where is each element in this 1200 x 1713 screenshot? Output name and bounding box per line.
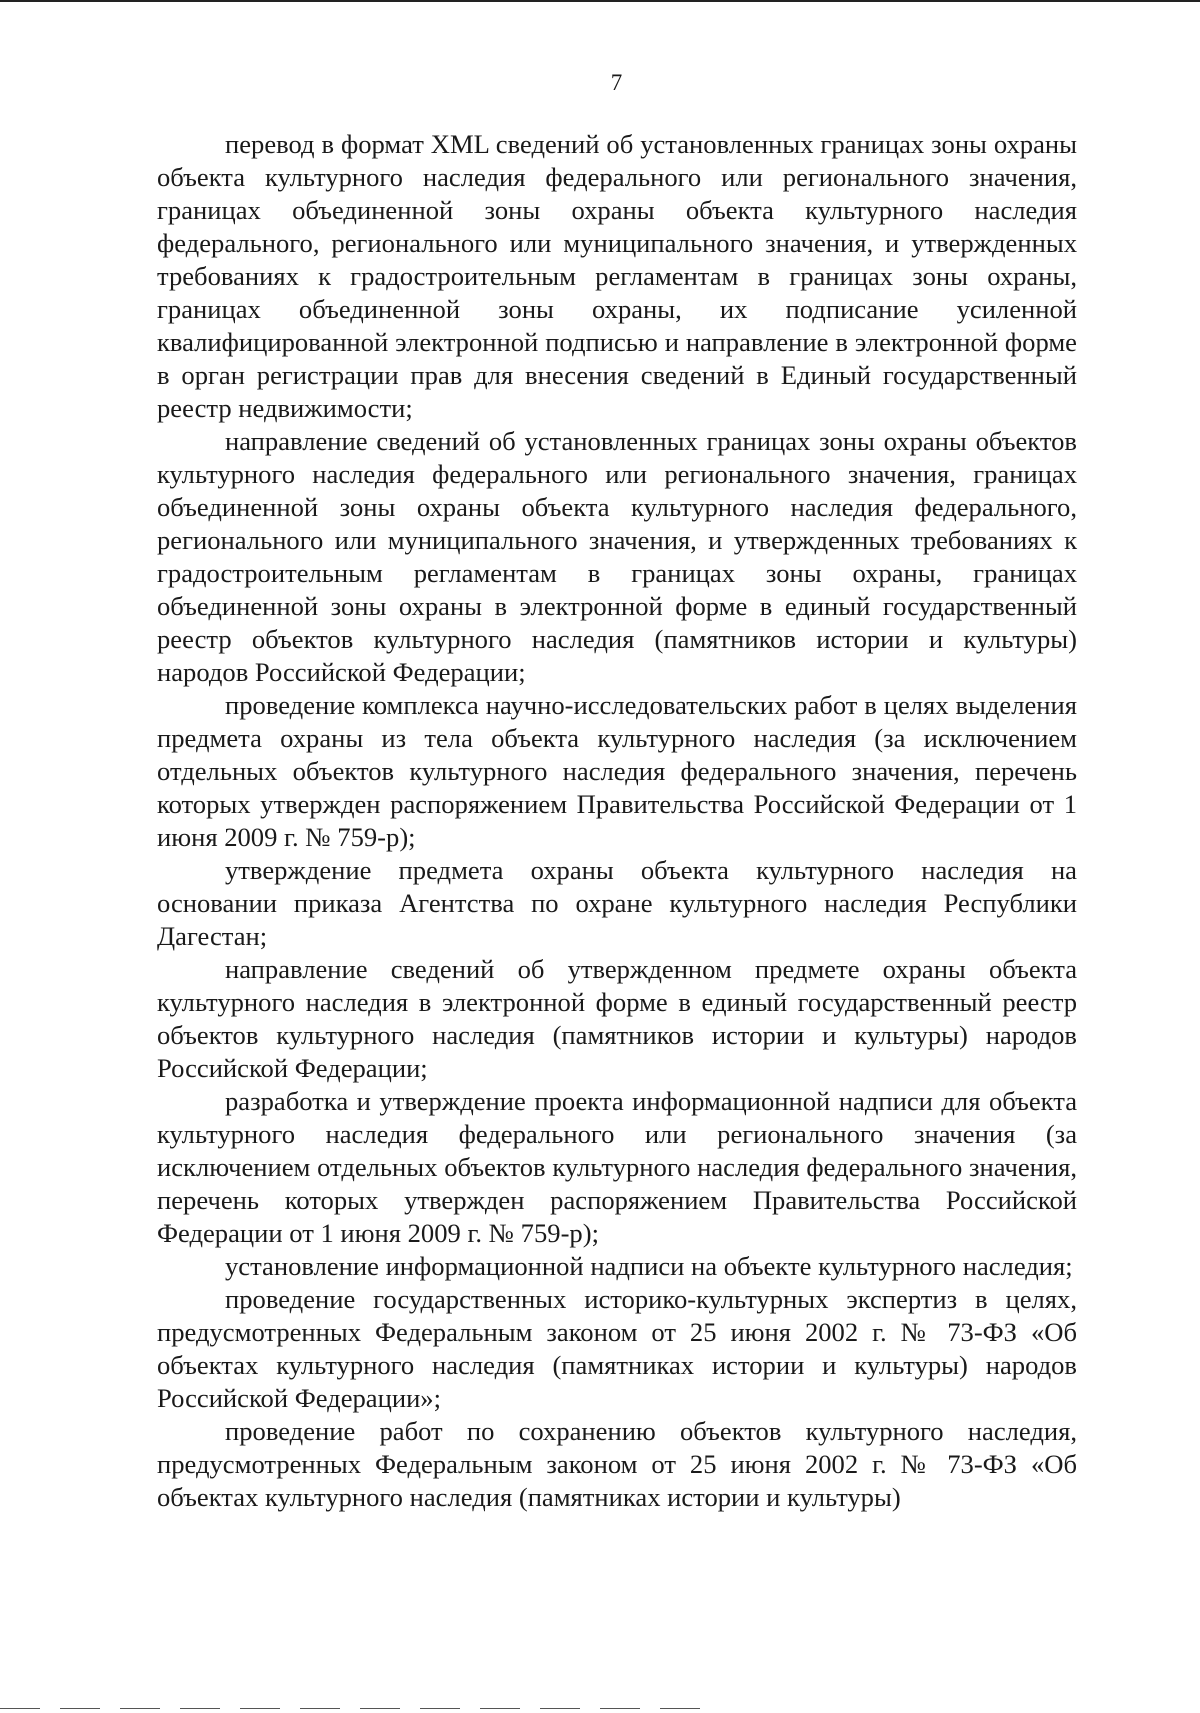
paragraph-research-works: проведение комплекса научно-исследовательских работ в целях выделения предмета охраны из тела объекта культурного наследия (за исключением отдельных объектов культурного наследия федерального значения, перечень которых утвержден распоряжением Правительства Российской Федерации от 1 июня 2009 г. № 759-р); — [157, 690, 1077, 852]
paragraph-protection-subject-registry: направление сведений об утвержденном предмете охраны объекта культурного наследия в электронной форме в единый государственный реестр объектов культурного наследия (памятников истории и культуры) народов Российской Федерации; — [157, 954, 1077, 1083]
paragraph-protection-subject-approval: утверждение предмета охраны объекта культурного наследия на основании приказа Агентства по охране культурного наследия Республики Дагестан; — [157, 855, 1077, 951]
paragraph-expert-review: проведение государственных историко-культурных экспертиз в целях, предусмотренных Федеральным законом от 25 июня 2002 г. № 73-ФЗ «Об объектах культурного наследия (памятниках истории и культуры) народов Российской Федерации»; — [157, 1284, 1077, 1413]
paragraph-info-inscription-project: разработка и утверждение проекта информационной надписи для объекта культурного наследия федерального или регионального значения (за исключением отдельных объектов культурного наследия федерального значения, перечень которых утвержден распоряжением Правительства Российской Федерации от 1 июня 2009 г. № 759-р); — [157, 1086, 1077, 1248]
page-number: 7 — [610, 70, 623, 95]
document-body — [157, 128, 1077, 1514]
paragraph-preservation-works: проведение работ по сохранению объектов культурного наследия, предусмотренных Федеральным законом от 25 июня 2002 г. № 73-ФЗ «Об объектах культурного наследия (памятниках истории и культуры) — [157, 1416, 1077, 1512]
paragraph-info-inscription-installation: установление информационной надписи на объекте культурного наследия; — [225, 1251, 1073, 1281]
scan-border-bottom — [0, 1708, 700, 1709]
scan-border-top — [0, 0, 1200, 2]
paragraph-xml-conversion: перевод в формат XML сведений об установленных границах зоны охраны объекта культурного наследия федерального или регионального значения, границах объединенной зоны охраны объекта культурного наследия федерального, регионального или муниципального значения, и утвержденных требованиях к градостроительным регламентам в границах зоны охраны, границах объединенной зоны охраны, их подписание усиленной квалифицированной электронной подписью и направление в электронной форме в орган регистрации прав для внесения сведений в Единый государственный реестр недвижимости; — [157, 129, 1077, 423]
paragraph-boundaries-registry: направление сведений об установленных границах зоны охраны объектов культурного наследия федерального или регионального значения, границах объединенной зоны охраны объекта культурного наследия федерального, регионального или муниципального значения, и утвержденных требованиях к градостроительным регламентам в границах зоны охраны, границах объединенной зоны охраны в электронной форме в единый государственный реестр объектов культурного наследия (памятников истории и культуры) народов Российской Федерации; — [157, 426, 1077, 687]
